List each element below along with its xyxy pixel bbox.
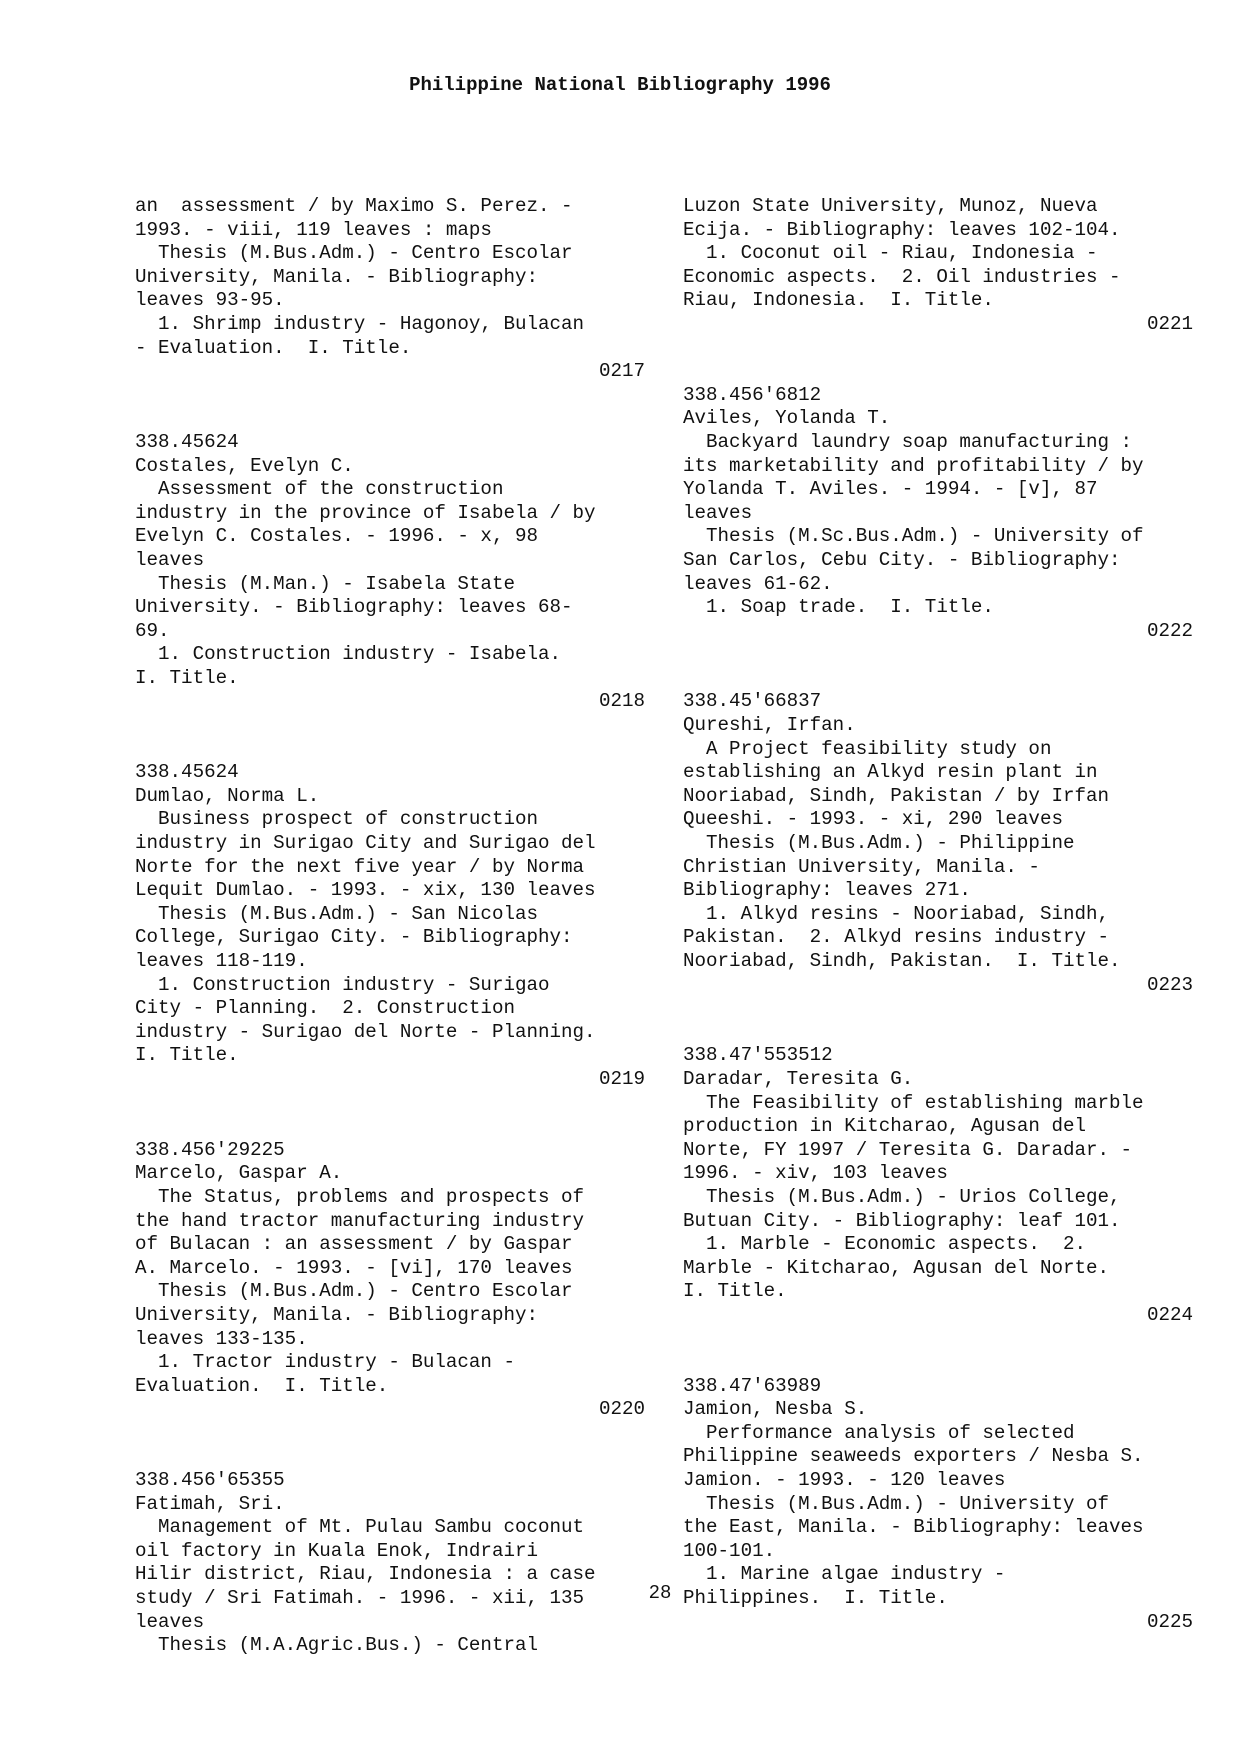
entry-text-line: an assessment / by Maximo S. Perez. - [135, 195, 573, 217]
entry-divider [135, 384, 645, 431]
entry-text-line: I. Title. [135, 666, 239, 689]
entry-text-line: study / Sri Fatimah. - 1996. - xii, 135 [135, 1587, 585, 1610]
call-number: 338.456'29225 [135, 1138, 285, 1161]
entry-text-line: Thesis (M.Bus.Adm.) - Centro Escolar [135, 1280, 573, 1303]
entry-text-line: Bibliography: leaves 271. [683, 879, 971, 902]
call-number: 338.45'66837 [683, 690, 822, 713]
entry-text-line: industry - Surigao del Norte - Planning. [135, 1020, 596, 1043]
call-number: 338.456'65355 [135, 1469, 285, 1492]
entry-number: 0217 [598, 360, 645, 383]
entry-text-line: leaves 93-95. [135, 289, 285, 312]
page-number: 28 [648, 1582, 672, 1604]
entry-number: 0225 [1146, 1610, 1193, 1633]
bibliography-entry-0224 [683, 1044, 1193, 1327]
entry-text-line: Christian University, Manila. - [683, 855, 1040, 878]
bibliography-entry-0220 [135, 1139, 645, 1422]
entry-text-line: 1993. - viii, 119 leaves : maps [135, 218, 492, 241]
author: Daradar, Teresita G. [683, 1067, 914, 1090]
entry-text-line: Economic aspects. 2. Oil industries - [683, 265, 1121, 288]
entry-text-line: Nooriabad, Sindh, Pakistan / by Irfan [683, 784, 1110, 807]
entry-text-line: leaves [135, 548, 205, 571]
entry-text-line: leaves 118-119. [135, 950, 308, 972]
left-column [135, 195, 645, 1658]
entry-text-line: 1. Soap trade. I. Title. [683, 596, 994, 619]
entry-text-line: Philippines. I. Title. [683, 1587, 948, 1610]
author: Qureshi, Irfan. [683, 714, 856, 737]
entry-text-line: Butuan City. - Bibliography: leaf 101. [683, 1209, 1121, 1232]
entry-text-line: leaves 61-62. [683, 572, 833, 595]
entry-text-line: Marble - Kitcharao, Agusan del Norte. [683, 1256, 1110, 1279]
entry-text-line: Thesis (M.Man.) - Isabela State [135, 572, 515, 595]
right-column [683, 195, 1193, 1634]
entry-text-line: Nooriabad, Sindh, Pakistan. I. Title. [683, 950, 1121, 972]
entry-text-line: its marketability and profitability / by [683, 454, 1144, 477]
entry-text-line: Pakistan. 2. Alkyd resins industry - [683, 926, 1110, 949]
entry-text-line: Thesis (M.Bus.Adm.) - Philippine [683, 832, 1075, 855]
author: Aviles, Yolanda T. [683, 407, 891, 430]
entry-text-line: San Carlos, Cebu City. - Bibliography: [683, 548, 1121, 571]
call-number: 338.45624 [135, 761, 239, 784]
entry-text-line: Evaluation. I. Title. [135, 1374, 389, 1397]
call-number: 338.47'63989 [683, 1374, 822, 1397]
author: Fatimah, Sri. [135, 1492, 285, 1515]
entry-text-line: Thesis (M.Bus.Adm.) - Centro Escolar [135, 242, 573, 265]
entry-text-line: leaves [683, 501, 753, 524]
entry-text-line: 1996. - xiv, 103 leaves [683, 1162, 948, 1185]
entry-text-line: 1. Construction industry - Isabela. [135, 643, 562, 666]
entry-text-line: I. Title. [135, 1044, 239, 1067]
bibliography-entry-0223 [683, 690, 1193, 997]
entry-number: 0221 [1146, 312, 1193, 335]
entry-text-line: 69. [135, 619, 170, 642]
entry-text-line: Thesis (M.A.Agric.Bus.) - Central [135, 1634, 539, 1657]
entry-text-line: 1. Marine algae industry - [683, 1563, 1006, 1586]
bibliography-entry-0217 [135, 195, 645, 384]
entry-text-line: production in Kitcharao, Agusan del [683, 1115, 1087, 1138]
entry-text-line: Management of Mt. Pulau Sambu coconut [135, 1516, 585, 1539]
entry-text-line: A Project feasibility study on [683, 737, 1052, 760]
entry-number: 0223 [1146, 973, 1193, 996]
entry-text-line: 100-101. [683, 1539, 776, 1562]
entry-text-line: Backyard laundry soap manufacturing : [683, 430, 1133, 453]
bibliography-entry-0218 [135, 431, 645, 714]
entry-divider [135, 1092, 645, 1139]
bibliography-entry-0222 [683, 384, 1193, 644]
entry-text-line: 1. Alkyd resins - Nooriabad, Sindh, [683, 902, 1110, 925]
entry-text-line: Philippine seaweeds exporters / Nesba S. [683, 1445, 1144, 1468]
entry-text-line: I. Title. [683, 1280, 787, 1303]
author: Jamion, Nesba S. [683, 1398, 868, 1421]
entry-text-line: Queeshi. - 1993. - xi, 290 leaves [683, 808, 1063, 831]
entry-text-line: Thesis (M.Sc.Bus.Adm.) - University of [683, 525, 1144, 548]
entry-text-line: Thesis (M.Bus.Adm.) - San Nicolas [135, 902, 539, 925]
entry-text-line: Thesis (M.Bus.Adm.) - University of [683, 1492, 1110, 1515]
entry-text-line: Business prospect of construction [135, 808, 539, 831]
entry-text-line: Yolanda T. Aviles. - 1994. - [v], 87 [683, 478, 1098, 501]
entry-text-line: Lequit Dumlao. - 1993. - xix, 130 leaves [135, 879, 596, 902]
author: Costales, Evelyn C. [135, 454, 354, 477]
entry-number: 0218 [598, 690, 645, 713]
entry-text-line: leaves [135, 1610, 205, 1633]
entry-text-line: The Feasibility of establishing marble [683, 1091, 1144, 1114]
entry-text-line: Norte for the next five year / by Norma [135, 855, 585, 878]
entry-divider [683, 337, 1193, 384]
entry-number: 0224 [1146, 1303, 1193, 1326]
entry-text-line: Thesis (M.Bus.Adm.) - Urios College, [683, 1185, 1121, 1208]
entry-divider [683, 643, 1193, 690]
entry-text-line: Jamion. - 1993. - 120 leaves [683, 1469, 1006, 1492]
entry-text-line: University, Manila. - Bibliography: [135, 1303, 539, 1326]
call-number: 338.47'553512 [683, 1044, 833, 1067]
entry-text-line: The Status, problems and prospects of [135, 1185, 585, 1208]
entry-text-line: College, Surigao City. - Bibliography: [135, 926, 573, 949]
entry-text-line: City - Planning. 2. Construction [135, 997, 515, 1020]
entry-number: 0220 [598, 1398, 645, 1421]
entry-text-line: industry in the province of Isabela / by [135, 501, 596, 524]
entry-text-line: oil factory in Kuala Enok, Indrairi [135, 1539, 539, 1562]
entry-divider [135, 1422, 645, 1469]
page-title: Philippine National Bibliography 1996 [409, 74, 831, 96]
bibliography-entry-0221-end [683, 195, 1193, 337]
entry-text-line: of Bulacan : an assessment / by Gaspar [135, 1233, 573, 1256]
entry-text-line: University, Manila. - Bibliography: [135, 265, 539, 288]
entry-number: 0222 [1146, 619, 1193, 642]
entry-text-line: leaves 133-135. [135, 1327, 308, 1350]
entry-text-line: A. Marcelo. - 1993. - [vi], 170 leaves [135, 1256, 573, 1279]
entry-text-line: - Evaluation. I. Title. [135, 336, 412, 359]
entry-text-line: Norte, FY 1997 / Teresita G. Daradar. - [683, 1138, 1133, 1161]
author: Dumlao, Norma L. [135, 784, 320, 807]
entry-text-line: Luzon State University, Munoz, Nueva [683, 195, 1098, 217]
entry-text-line: Hilir district, Riau, Indonesia : a case [135, 1563, 596, 1586]
entry-text-line: 1. Shrimp industry - Hagonoy, Bulacan [135, 312, 585, 335]
entry-text-line: establishing an Alkyd resin plant in [683, 761, 1098, 784]
entry-divider [135, 714, 645, 761]
entry-number: 0219 [598, 1067, 645, 1090]
entry-text-line: Assessment of the construction [135, 478, 504, 501]
entry-text-line: Riau, Indonesia. I. Title. [683, 289, 994, 312]
entry-text-line: the East, Manila. - Bibliography: leaves [683, 1516, 1144, 1539]
entry-text-line: 1. Coconut oil - Riau, Indonesia - [683, 242, 1098, 265]
bibliography-entry-0219 [135, 761, 645, 1091]
entry-text-line: 1. Tractor industry - Bulacan - [135, 1351, 515, 1374]
entry-text-line: 1. Construction industry - Surigao [135, 973, 550, 996]
bibliography-entry-0221-start [135, 1469, 645, 1658]
entry-text-line: Performance analysis of selected [683, 1421, 1075, 1444]
entry-text-line: the hand tractor manufacturing industry [135, 1209, 585, 1232]
entry-divider [683, 997, 1193, 1044]
entry-text-line: 1. Marble - Economic aspects. 2. [683, 1233, 1087, 1256]
entry-text-line: Ecija. - Bibliography: leaves 102-104. [683, 218, 1121, 241]
entry-text-line: Evelyn C. Costales. - 1996. - x, 98 [135, 525, 539, 548]
entry-divider [683, 1328, 1193, 1375]
author: Marcelo, Gaspar A. [135, 1162, 343, 1185]
call-number: 338.456'6812 [683, 383, 822, 406]
call-number: 338.45624 [135, 430, 239, 453]
entry-text-line: industry in Surigao City and Surigao del [135, 832, 596, 855]
entry-text-line: University. - Bibliography: leaves 68- [135, 596, 573, 619]
